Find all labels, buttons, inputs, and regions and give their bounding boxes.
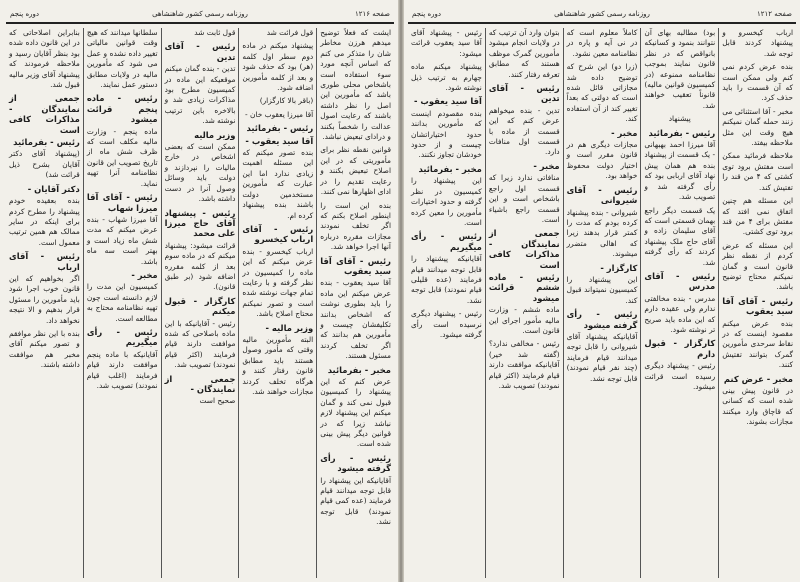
text-column (83, 28, 161, 578)
text-column (6, 28, 83, 578)
paragraph: آقایانیکه پیشنهاد را قابل توجه میدانند قیام فرمایند (عده قلیلی قیام نمودند) قابل توجه نشد. (411, 254, 482, 305)
paragraph: در قانون پیش بینی شده است که کسانی که قاچاق وارد میکنند مجازات بشوند. (722, 386, 793, 427)
paragraph: این مسئله هم چنین اتفاق نمی افتد که مفتش برای ۴ من قند برود توی کشتی. (722, 196, 793, 237)
speaker-heading: جمعی از نمایندگان - مذاکرات کافی است (9, 93, 80, 135)
speaker-heading: رئیس - آقای آقا سید یعقوب (722, 295, 793, 317)
paragraph: ایشت که فعلاً توضیح میدهم هرزن مخاطر شان را متذکر می کنم که اساس آنچه مورد سوء استفاده است باشخاص محلی طوری باشد که مأمورین این اصل را نظر داشته باشند که رعایت اصول عدالت را شخصاً بکنند و درادای تبعیض نباشد. (320, 28, 391, 142)
paragraph: قول فرائت شد (266, 28, 314, 37)
paragraph: رئیس - پیشنهاد دیگری رسیده است قرائت میشود. (644, 361, 716, 391)
paragraph: این پیشنهاد را کمیسیون نمیتواند قبول کند. (566, 274, 638, 305)
paragraph: رئیس - پیشنهاد آقای آقا سید یعقوب قرائت میشود: (411, 28, 482, 58)
paragraph: منافاتی ندارد زیرا که قسمت اول راجع باشخاص است و این قسمت راجع باشیاء است. (488, 173, 560, 224)
text-columns (6, 28, 394, 578)
paragraph: قول ثابت شد (194, 28, 236, 37)
paragraph: آقا میرزا شهاب - بنده عرض میکنم که مدت شش ماه زیاد است و بهتر است سه ماه باشد. (86, 214, 158, 266)
speaker-heading: رئیس - آقای ارباب کیخسرو (242, 223, 314, 245)
speaker-heading: رئیس - آقای آقا سید یعقوب (320, 255, 391, 276)
paragraph: آقا میرزا احمد بهبهانی - یک قسمت از پیشنهاد بنده هم همان پیش نهاد آقای اربابی بود که رأی گرفته شد و تصویب شد. (644, 140, 716, 202)
paragraph: تدین - بنده گمان میکنم موقعیکه این ماده در کمیسیون مطرح بود مذاکرات زیادی شد و بالاخره باین ترتیب نوشته شد. (164, 64, 236, 126)
text-column (485, 28, 563, 578)
paragraph: شیروانی - بنده پیشنهاد کرده بودم که مدت را کمتر قرار بدهند زیرا که اهالی متضرر میشوند. (566, 207, 638, 259)
paragraph: بنابراین اصلاحاتی که در این قانون داده شده بود بنظر آقایان رسید و ملاحظه فرمودند که پیشنهاد آقای وزیر مالیه قبول شد. (9, 28, 80, 90)
paragraph: بنده بعقیده خودم پیشنهاد را مطرح کردم برای اینکه در سایر ممالک هم همین ترتیب معمول است. (9, 196, 80, 247)
speaker-heading: رئیس - رأی میگیریم (86, 326, 158, 348)
speaker-heading: رئیس - ماده ششم قرائت میشود (488, 271, 560, 303)
paragraph: آقایانیکه این پیشنهاد را قابل توجه میدانند قیام فرمایند (عده کمی قیام نمودند) قابل توجه نشد. (320, 475, 391, 527)
paragraph: صحیح است (199, 396, 236, 406)
paragraph: پیشنهاد میکنم ماده چهارم به ترتیب ذیل نوشته شود. (411, 62, 482, 93)
paragraph: اگر بخواهیم که این قانون خوب اجرا شود باید مأمورین را مسئول قرار بدهیم و الا نتیجه نخواهد داد. (9, 273, 80, 325)
speaker-heading: آقا سید یعقوب - (414, 96, 482, 107)
paragraph: بنده با این نظر موافقم و تصور میکنم آقای مخبر هم موافقت داشته باشند. (9, 328, 80, 370)
speaker-heading: رئیس - رأی گرفته میشود (320, 452, 391, 474)
paragraph: مخبر - آقا استثنائی می زنند حمله گمان نمیکنم هیچ وقت این مثل ملاحظه بیفتد. (722, 106, 793, 148)
paragraph: قرائت میشود: پیشنهاد میکنم که در ماده سوم بعد از کلمه مقرره اضافه شود (بر طبق قانون). (164, 240, 236, 292)
paragraph: تدین - بنده میخواهم عرض کنم که این قسمت از ماده با قسمت اول منافات دارد. (488, 105, 560, 157)
paragraph: ارباب کیخسرو و پیشنهاد کردند قابل توجه شد. (722, 28, 793, 58)
text-column (640, 28, 718, 578)
page-number: صفحه ۱۲۱۶ (354, 10, 390, 18)
paragraph: کاملاً معلوم است که در نی آیه و پاره در نظامنامه معین نشود. (566, 28, 638, 58)
paragraph: یک قسمت دیگر راجع بهمان قسمتی است که آقای سلیمان زاده و آقای حاج ملک پیشنهاد کردند که رأی گرفته شد. (644, 205, 716, 267)
speaker-heading: مخبر - (533, 160, 560, 171)
speaker-heading: رئیس - پیشنهاد آقای حاج میرزا علی محمد (164, 207, 236, 239)
text-column (238, 28, 316, 578)
speaker-heading: رئیس - رأی گرفته میشود (566, 309, 638, 330)
speaker-heading: رئیس - آقای شیروانی (566, 184, 638, 206)
speaker-heading: رئیس - آقای مدرس (644, 270, 716, 292)
speaker-heading: رئیس - رأی میگیریم (411, 231, 482, 252)
text-column (161, 28, 239, 578)
page-header (6, 8, 394, 24)
speaker-heading: رئیس - آقای تدین (164, 41, 236, 62)
speaker-heading: وزیر مالیه - (265, 322, 314, 333)
paragraph: مجازات دیگری هم در قانون مقرر است و اختیار دولت محفوظ خواهد بود. (566, 140, 638, 181)
speaker-heading: جمعی از نمایندگان - مذاکرات کافی است (488, 228, 560, 270)
text-column (718, 28, 796, 578)
left-page (2, 0, 398, 582)
page-number: صفحه ۱۲۱۲ (756, 10, 792, 18)
paragraph: البته مأمورین مالیه وقتی که مأمور وصول هستند باید مطابق قانون رفتار کنند و هرگاه تخلف کردند مجازات خواهند شد. (242, 334, 314, 396)
paragraph: قوانین نقطه نظر برای مأموریتی که در این اصلاح تبعیض بکنند و رعایت تقدیم را در ادای اظهارها نمی کنند. (320, 145, 391, 197)
paragraph: مدرس - بنده مخالفتی ندارم ولی عقیده دارم که این ماده باید صریح تر نوشته شود. (644, 293, 716, 334)
paragraph: پیشنهاد میکنم در ماده دوم سطر اول کلمه (هر) بود که حذف شود و بعد از کلمه مأمورین اضافه شود. (242, 41, 314, 93)
speaker-heading: مخبر - (611, 127, 638, 138)
paragraph: ماده پنجم - وزارت مالیه مکلف است که ظرف شش ماه از تاریخ تصویب این قانون نظامنامه آنرا تهیه نماید. (86, 126, 158, 188)
paragraph: آقا سید یعقوب - بنده عرض میکنم این ماده را باید بطوری نوشت که اشخاص بدانند تکلیفشان چیست و مأمورین هم بدانند که اگر تخلف کردند مسئول هستند. (320, 278, 391, 361)
paragraph: این مسئله که عرض کردم از نقطه نظر قانون است و گمان نمیکنم محتاج توضیح باشد. (722, 240, 793, 292)
paragraph: ارباب کیخسرو - بنده عرض میکنم که این ماده را کمیسیون در نظر گرفته و با رعایت تمام جهات نوشته شده است و تصور نمیکنم محتاج اصلاح باشد. (242, 246, 314, 319)
speaker-heading: دکتر آقایان - (27, 183, 80, 194)
paragraph: کمیسیون این مدت را لازم دانسته است چون تهیه نظامنامه محتاج به مطالعه است. (86, 282, 158, 323)
paragraph: پیشنهاد (668, 114, 691, 124)
paragraph: سلطانها میدانند که هیچ وقت قوانین مالیاتی تغییر داده نشده و عمل می شود که مأمورین مالیه در ولایات مطابق دستور عمل نمایند. (86, 28, 158, 90)
speaker-heading: آقا سید یعقوب - (245, 135, 314, 146)
speaker-heading: رئیس - آقای آقا میرزا شهاب (86, 192, 158, 213)
paragraph: بنده عرض میکنم مقصود اینست که در نقاط سرحدی مأمورین گمرک بتوانند تفتیش کنند. (722, 318, 793, 370)
speaker-heading: کارگزار - قبول میکنم (164, 295, 236, 317)
paragraph: عرض کنم که این پیشنهاد را کمیسیون قبول نمی کند و گمان میکنم این پیشنهاد لازم نباشد زیرا که در قوانین دیگر پیش بینی شده است. (320, 377, 391, 449)
paragraph: (پیشنهاد آقای دکتر آقایان بشرح ذیل قرائت شد) (9, 149, 80, 180)
volume-label: دوره پنجم (10, 10, 40, 18)
paragraph: آقایانیکه پیشنهاد آقای شیروانی را قابل توجه میدانند قیام فرمایند (چند نفر قیام نمودند) قابل توجه نشد. (566, 331, 638, 383)
speaker-heading: کارگزار - (600, 262, 638, 273)
paragraph: بنده مقصودم اینست که مأمورین بدانند حدود اختیاراتشان چیست و از حدود خودشان تجاوز نکنند. (411, 108, 482, 160)
paragraph: این پیشنهاد را کمیسیون در نظر گرفته و حدود اختیارات مأمورین را معین کرده است. (411, 176, 482, 227)
paragraph: بود) مطالبه بهای آن نتوانند بنمود و کسانیکه بانواقص که در نظر قانون نمایند بموجب نظامنامه ممنوعه (در کمیسیون قوانین مالیه) قانوناً تعقیب خواهند شد. (644, 28, 716, 110)
text-columns (408, 28, 796, 578)
text-column (563, 28, 641, 578)
text-column (408, 28, 485, 578)
paragraph: بتوان وارد آن ترتیب که در ولایات انجام میشود مأمورین گمرک موظف هستند که مطابق تعرفه رفتار کنند. (488, 28, 560, 79)
newspaper-title: روزنامه رسمی کشور شاهنشاهی (152, 10, 248, 18)
paragraph: ممکن است که بعضی اشخاص در خارج مالیات را نپردازند و دولت باید وسائل وصول آنرا در دست داشته باشد. (164, 142, 236, 204)
text-column (316, 28, 394, 578)
paragraph: ماده ششم - وزارت مالیه مأمور اجرای این قانون است. (488, 305, 560, 335)
paragraph: رئیس - پیشنهاد دیگری نرسیده است رأی گرفته میشود. (411, 309, 482, 339)
speaker-heading: وزیر مالیه (194, 129, 236, 140)
speaker-heading: رئیس - بفرمائید (648, 127, 716, 138)
paragraph: رئیس - آقایانیکه با این ماده باصلاحی که شده موافقت دارند قیام فرمایند (اکثر قیام نمودند) تصویب شد. (164, 318, 236, 370)
speaker-heading: رئیس - ماده پنجم قرائت میشود (86, 93, 158, 125)
paragraph: ملاحظه فرمائید ممکن است مفتش برود توی کشتی که ۴ من قند را تفتیش کند. (722, 151, 793, 192)
speaker-heading: کارگزار - قبول دارم (644, 338, 716, 359)
page-header (408, 8, 796, 24)
speaker-heading: رئیس - آقای تدین (488, 83, 560, 104)
speaker-heading: رئیس - بفرمائید (246, 123, 314, 134)
right-page (404, 0, 800, 582)
paragraph: بنده عرض کردم نمی کنم ولی ممکن است که آن قسمت را باید حذف کرد. (722, 62, 793, 103)
paragraph: رئیس - مخالفی ندارد؟ (گفته شد خیر) آقایانیکه موافقت دارند قیام فرمایند (اکثر قیام نمودند) تصویب شد. (488, 339, 560, 390)
paragraph: آقایانیکه با ماده پنجم موافقت دارند قیام فرمایند (اغلب قیام نمودند) تصویب شد. (86, 349, 158, 390)
paragraph: آقا میرزا یعقوب خان - (245, 109, 314, 119)
speaker-heading: مخبر - بفرمائید (327, 364, 391, 375)
paragraph: بنده این است را اینطور اصلاح بکنم که اگر تخلف نمودند مجازات مقرره درباره آنها اجرا خواهد شد. (320, 200, 391, 252)
volume-label: دوره پنجم (412, 10, 442, 18)
speaker-heading: جمعی از نمایندگان - (164, 373, 236, 394)
speaker-heading: رئیس - بفرمائید (13, 137, 80, 148)
paragraph: (باقر بالا کارگزار) (259, 96, 314, 106)
paragraph: بنده تصور میکنم که این مسئله اهمیت زیادی ندارد اما این عبارت که مأمورین مستخدمین دولت باشند بنده پیشنهاد کرده ام. (242, 148, 314, 220)
speaker-heading: مخبر - (131, 269, 158, 280)
paragraph: (زرا دو) این شرح که توضیح داده شد مجازاتی قائل شده است که دولتی که بعداً تغییر کند از آن استفاده کند. (566, 62, 638, 124)
newspaper-title: روزنامه رسمی کشور شاهنشاهی (554, 10, 650, 18)
speaker-heading: مخبر - عرض کنم (723, 373, 793, 384)
speaker-heading: مخبر - بفرمائید (418, 163, 482, 174)
speaker-heading: رئیس - آقای ارباب (9, 251, 80, 272)
